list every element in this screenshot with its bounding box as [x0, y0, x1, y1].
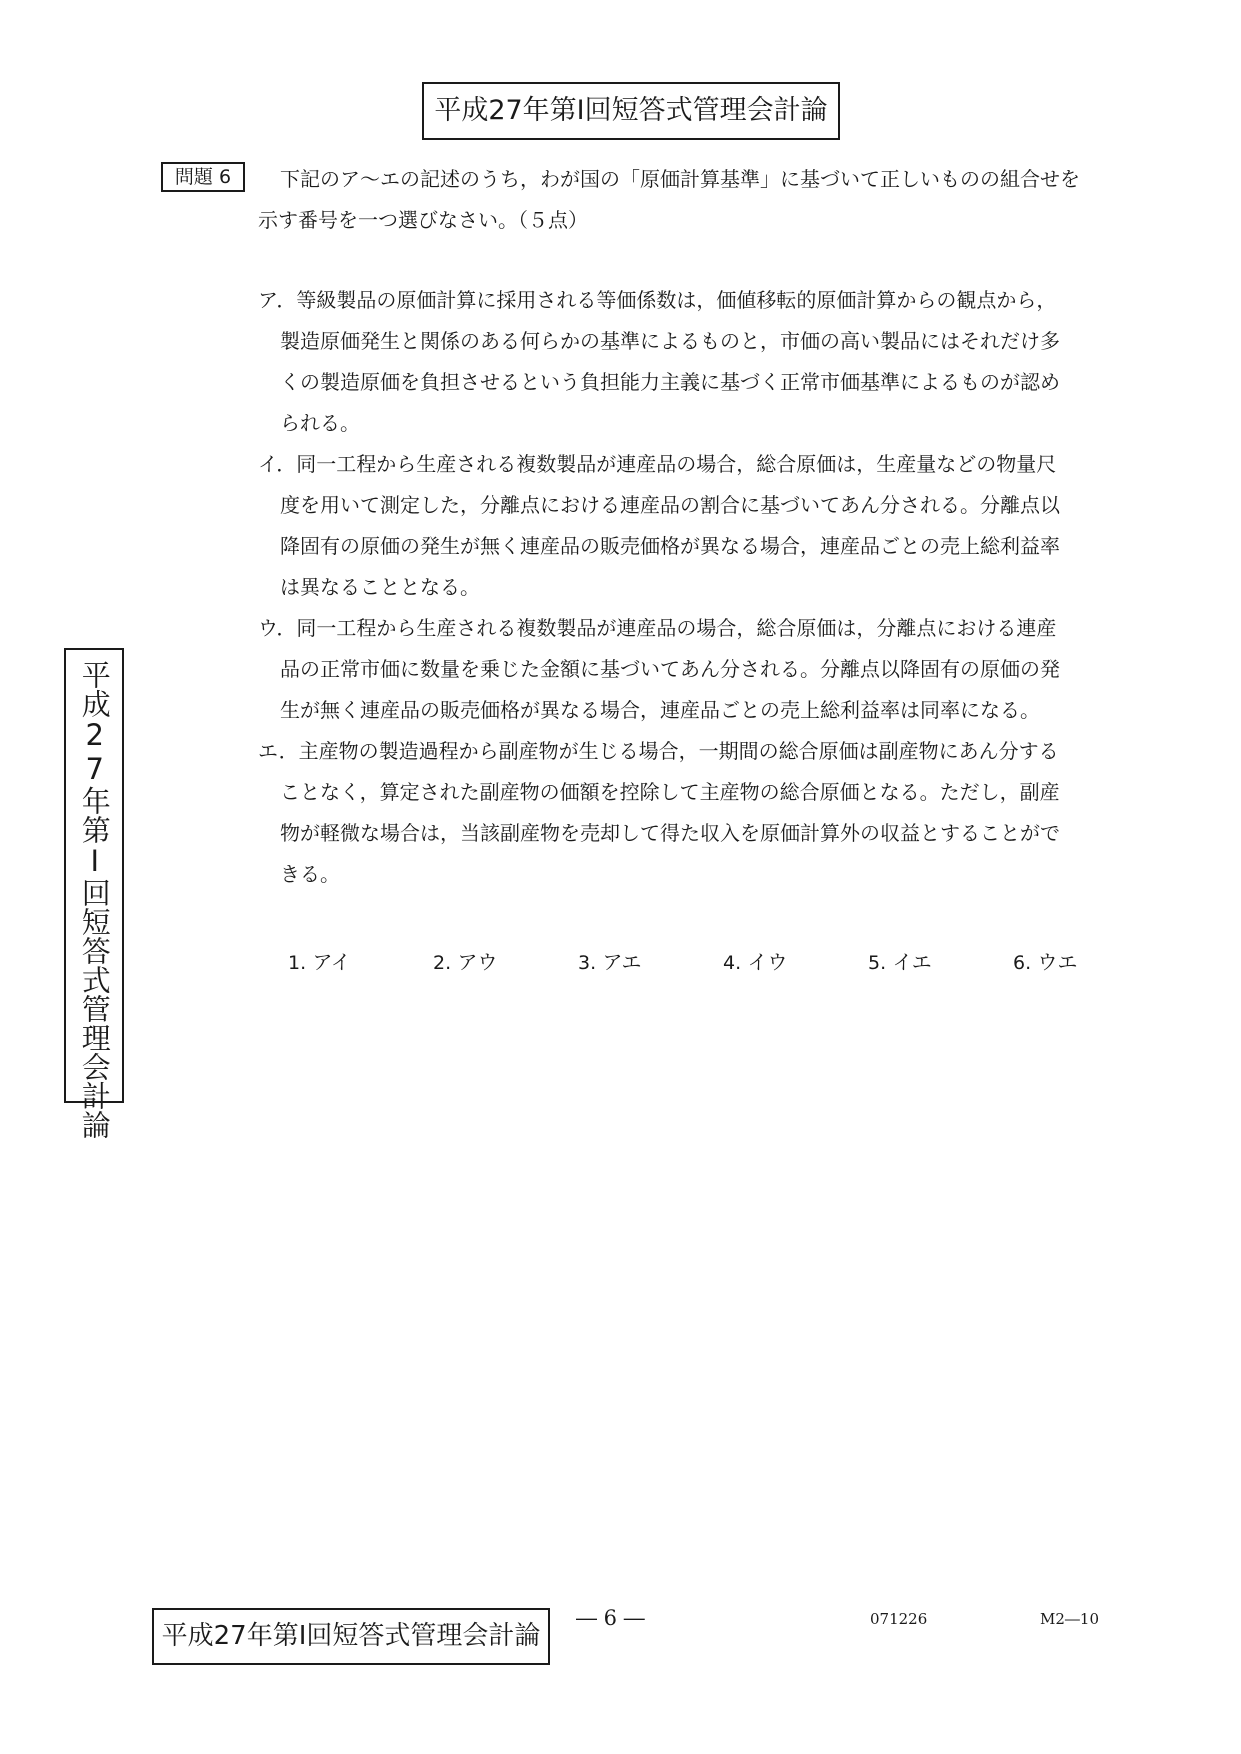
choice-4[interactable] [723, 944, 788, 981]
question-text-line-1: 下記のア～エの記述のうち，わが国の「原価計算基準」に基づいて正しいものの組合せを [280, 167, 1080, 191]
choice-text: アイ [312, 950, 351, 974]
choice-text: イエ [892, 950, 932, 974]
question-text [258, 159, 1098, 241]
choice-5[interactable] [868, 944, 932, 981]
statement-a [258, 280, 1098, 444]
statement-line: 生が無く連産品の販売価格が異なる場合，連産品ごとの売上総利益率は同率になる。 [280, 698, 1040, 722]
statement-line: は異なることとなる。 [280, 575, 480, 599]
statement-line: られる。 [280, 411, 360, 435]
question-text-line-2: 示す番号を一つ選びなさい。（５点） [258, 208, 588, 232]
choice-number: 1. [288, 952, 307, 974]
choice-text: イウ [747, 950, 788, 974]
choice-number: 6. [1013, 952, 1032, 974]
statement-line: くの製造原価を負担させるという負担能力主義に基づく正常市価基準によるものが認め [280, 370, 1060, 394]
statement-line: 物が軽微な場合は，当該副産物を売却して得た収入を原価計算外の収益とすることがで [280, 821, 1060, 845]
statement-line: 降固有の原価の発生が無く連産品の販売価格が異なる場合，連産品ごとの売上総利益率 [280, 534, 1060, 558]
statement-i [258, 444, 1098, 608]
footer-exam-title: 平成27年第Ⅰ回短答式管理会計論 [152, 1608, 550, 1665]
choice-number: 3. [578, 952, 597, 974]
statement-line: きる。 [280, 862, 340, 886]
choice-number: 2. [433, 952, 452, 974]
choice-2[interactable] [433, 944, 498, 981]
statement-list [258, 280, 1098, 895]
exam-title: 平成27年第Ⅰ回短答式管理会計論 [422, 82, 840, 140]
choice-3[interactable] [578, 944, 642, 981]
choice-1[interactable] [288, 944, 351, 981]
statement-line: 品の正常市価に数量を乗じた金額に基づいてあん分される。分離点以降固有の原価の発 [280, 657, 1060, 681]
side-exam-label [64, 648, 124, 1139]
statement-line: 製造原価発生と関係のある何らかの基準によるものと，市価の高い製品にはそれだけ多 [280, 329, 1060, 353]
choice-text: アエ [602, 950, 642, 974]
page-number: ― 6 ― [576, 1606, 645, 1630]
choice-text: アウ [457, 950, 498, 974]
choice-text: ウエ [1037, 950, 1078, 974]
statement-line: イ．同一工程から生産される複数製品が連産品の場合，総合原価は，生産量などの物量尺 [258, 452, 1057, 476]
side-exam-label-text: 平成27年第Ⅰ回短答式管理会計論 [77, 660, 112, 1139]
choice-number: 5. [868, 952, 887, 974]
footer-code-2: M2―10 [1040, 1610, 1099, 1628]
statement-line: ことなく，算定された副産物の価額を控除して主産物の総合原価となる。ただし，副産 [280, 780, 1060, 804]
statement-line: ア．等級製品の原価計算に採用される等価係数は，価値移転的原価計算からの観点から， [258, 288, 1057, 312]
statement-e [258, 731, 1098, 895]
choice-number: 4. [723, 952, 742, 974]
statement-line: エ．主産物の製造過程から副産物が生じる場合，一期間の総合原価は副産物にあん分する [258, 739, 1059, 763]
question-label: 問題 6 [161, 162, 245, 192]
statement-line: 度を用いて測定した，分離点における連産品の割合に基づいてあん分される。分離点以 [280, 493, 1060, 517]
statement-line: ウ．同一工程から生産される複数製品が連産品の場合，総合原価は，分離点における連産 [258, 616, 1057, 640]
choice-6[interactable] [1013, 944, 1078, 981]
statement-u [258, 608, 1098, 731]
answer-choices [288, 944, 1100, 980]
footer-code-1: 071226 [870, 1610, 928, 1628]
